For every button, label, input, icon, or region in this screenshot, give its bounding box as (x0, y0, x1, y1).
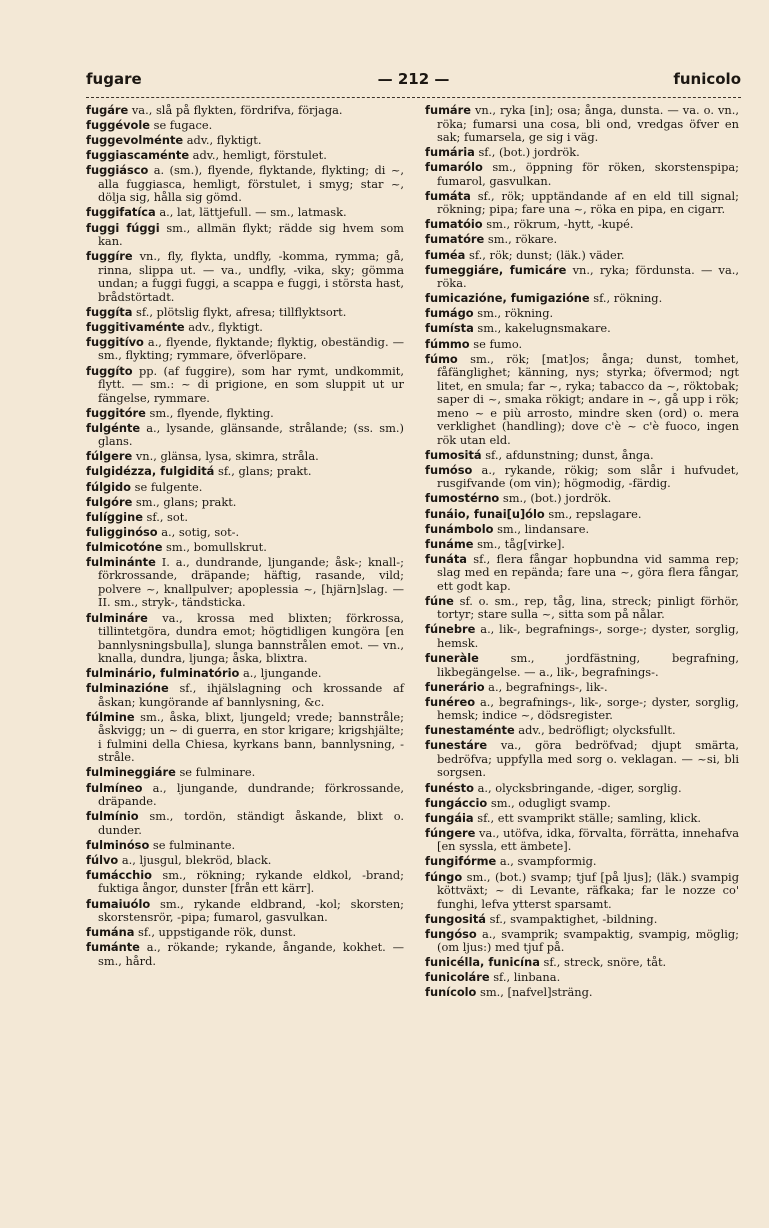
entry-definition: sf., rökning. (589, 291, 663, 306)
entry-definition: a., ljungande, dundrande; förkrossande, dräpande. (98, 780, 404, 809)
entry-definition: sm., (bot.) jordrök. (499, 491, 612, 506)
entry-definition: a., begrafnings-, lik-. (484, 679, 608, 694)
entry-definition: sf., (bot.) jordrök. (474, 145, 580, 160)
dictionary-entry (86, 164, 404, 205)
entry-headword: fuggiascaménte (86, 148, 190, 163)
entry-headword: fuggíre (86, 249, 133, 264)
dictionary-entry (425, 492, 739, 506)
entry-headword: fulminóso (86, 837, 150, 852)
entry-headword: fuggévole (86, 118, 150, 133)
entry-headword: fúmo (425, 351, 458, 366)
entry-headword: fulmináre (86, 610, 148, 625)
entry-headword: funéreo (425, 694, 476, 709)
dictionary-entry (86, 321, 404, 335)
entry-definition: sm., rykande eldbrand, -kol; skorsten; skorstensrör, -pipa; fumarol, gasvulkan. (98, 896, 404, 924)
dictionary-entry (86, 782, 404, 809)
dictionary-entry (86, 496, 404, 510)
dictionary-entry (425, 292, 739, 306)
entry-definition: a., ljungande. (239, 666, 322, 681)
entry-definition: a., lysande, glänsande, strålande; (ss. sm.) glans. (98, 420, 404, 449)
dictionary-entry (86, 926, 404, 940)
dictionary-entry (425, 161, 739, 188)
entry-headword: fumísta (425, 321, 474, 336)
entry-headword: fumaiuólo (86, 896, 151, 911)
dictionary-entry (86, 898, 404, 925)
entry-definition: se fulgente. (131, 479, 203, 494)
entry-headword: funicélla, funicína (425, 955, 540, 970)
entry-definition: pp. (af fuggire), som har rymt, undkommit, flytt. — sm.: ~ di prigione, en som sluppit ut ur fängelse, rymmare. (98, 363, 404, 405)
entry-definition: sm., odugligt svamp. (487, 795, 611, 810)
dictionary-entry (425, 956, 739, 970)
page-header (86, 70, 741, 94)
dictionary-entry (425, 782, 739, 796)
entry-definition: adv., flyktigt. (183, 133, 262, 148)
left-column (86, 104, 404, 970)
entry-definition: sf., rök; dunst; (läk.) väder. (465, 247, 625, 262)
entry-definition: va., krossa med blixten; förkrossa, tillintetgöra, dundra emot; högtidligen kungöra [en bannlysningsbulla], slunga bannstrålen emot. — vn., knalla, dundra, ljunga; åska, blixtra. (98, 610, 404, 666)
entry-definition: sf., rök; upptändande af en eld till signal; rökning; pipa; fare una ~, röka en pipa, en cigarr. (437, 188, 739, 217)
entry-headword: fuggifatíca (86, 205, 156, 220)
entry-definition: sm., kakelugnsmakare. (473, 321, 611, 336)
dictionary-entry (86, 854, 404, 868)
entry-definition: sf., afdunstning; dunst, ånga. (481, 447, 654, 462)
dictionary-entry (425, 523, 739, 537)
entry-headword: funestaménte (425, 723, 515, 738)
entry-definition: sm., (bot.) svamp; tjuf [på ljus]; (läk.) svampig köttväxt; ~ di Levante, räfkaka; far le nozze co' funghi, lefva ytterst sparsamt. (437, 869, 739, 911)
entry-headword: fumostérno (425, 491, 500, 506)
dictionary-entry (425, 797, 739, 811)
entry-definition: sf., plötslig flykt, afresa; tillflyktsort. (132, 304, 347, 319)
entry-headword: fulgidézza, fulgiditá (86, 464, 215, 479)
dictionary-entry (425, 595, 739, 622)
entry-definition: a., svamprik; svampaktig, svampig, möglig; (om ljus:) med tjuf på. (437, 926, 739, 955)
entry-definition: sf., ett svamprikt ställe; samling, klick. (473, 810, 701, 825)
dictionary-entry (425, 353, 739, 448)
dictionary-entry (425, 538, 739, 552)
entry-headword: fulmicotóne (86, 539, 163, 554)
entry-definition: sm., rökrum, -hytt, -kupé. (482, 217, 634, 232)
entry-definition: sm., repslagare. (544, 506, 642, 521)
dictionary-entry (86, 810, 404, 837)
dictionary-entry (86, 612, 404, 666)
entry-definition: sm., lindansare. (493, 521, 590, 536)
entry-definition: sm., åska, blixt, ljungeld; vrede; bannstråle; åskvigg; un ~ di guerra, en stor krigare; krigshjälte; i fulmini della Chiesa, kyrkans bann, bannlysning, -stråle. (98, 709, 404, 765)
entry-headword: fumicazióne, fumigazióne (425, 291, 590, 306)
dictionary-entry (425, 913, 739, 927)
entry-headword: fuggitóre (86, 405, 146, 420)
dictionary-entry (425, 827, 739, 854)
entry-headword: funáme (425, 536, 474, 551)
entry-definition: a. (sm.), flyende, flyktande, flykting; di ~, alla fuggiasca, hemligt, förstulet, i smyg; star ~, dölja sig, hålla sig gömd. (98, 163, 404, 205)
entry-headword: fúlgere (86, 449, 133, 464)
entry-definition: sm., flyende, flykting. (145, 405, 274, 420)
entry-headword: fulgóre (86, 494, 133, 509)
dictionary-entry (86, 869, 404, 896)
entry-definition: sm., rökare. (484, 232, 558, 247)
dictionary-entry (425, 681, 739, 695)
dictionary-entry (425, 623, 739, 650)
entry-definition: vn., fly, flykta, undfly, -komma, rymma; gå, rinna, slippa ut. — va., undfly, -vika, sky; gömma undan; a fuggi fuggi, a scappa e fuggi, i största hast, brådstörtadt. (98, 249, 404, 304)
entry-headword: funestáre (425, 738, 488, 753)
entry-definition: adv., bedröfligt; olycksfullt. (514, 723, 676, 738)
entry-definition: I. a., dundrande, ljungande; åsk-; knall-; förkrossande, dräpande; häftig, rasande, vild; polvere ~, knallpulver; apoplessia ~, [hjärn]slag. — II. sm., stryk-, tändsticka. (98, 554, 404, 610)
entry-definition: sf., ihjälslagning och krossande af åskan; kungörande af bannlysning, &c. (98, 681, 404, 709)
entry-headword: fulminazióne (86, 681, 169, 696)
entry-headword: fumáta (425, 188, 471, 203)
entry-headword: fúngo (425, 869, 463, 884)
entry-headword: fungóso (425, 926, 477, 941)
entry-headword: fuggi fúggi (86, 220, 160, 235)
entry-headword: fumatóio (425, 217, 483, 232)
entry-headword: fulminário, fulminatório (86, 666, 240, 681)
entry-headword: funícolo (425, 985, 477, 1000)
entry-definition: sf., linbana. (489, 970, 561, 985)
entry-definition: sm., rökning. (473, 306, 554, 321)
entry-definition: va., slå på flykten, fördrifva, förjaga. (128, 103, 343, 117)
dictionary-entry (425, 464, 739, 491)
dictionary-entry (86, 422, 404, 449)
entry-definition: vn., ryka; fördunsta. — va., röka. (437, 262, 740, 291)
entry-definition: a., ljusgul, blekröd, black. (118, 852, 272, 867)
entry-headword: fuggíto (86, 363, 133, 378)
dictionary-entry (425, 652, 739, 679)
entry-headword: fumatóre (425, 232, 485, 247)
dictionary-entry (86, 365, 404, 406)
entry-definition: se fulminare. (175, 765, 256, 780)
entry-definition: sf., flera fångar hopbundna vid samma rep; slag med en repända; fare una ~, göra flera fångar, ett godt kap. (437, 551, 739, 593)
entry-definition: sm., tåg[virke]. (473, 536, 565, 551)
entry-definition: se fulminante. (149, 837, 236, 852)
right-column (425, 104, 739, 1002)
entry-definition: a., rykande, rökig; som slår i hufvudet, rusgifvande (om vin); högmodig, -färdig. (437, 462, 739, 491)
dictionary-entry (86, 407, 404, 421)
entry-headword: fulgénte (86, 420, 141, 435)
dictionary-entry (425, 812, 739, 826)
entry-definition: sm., glans; prakt. (132, 494, 237, 509)
entry-headword: fumarólo (425, 160, 483, 175)
entry-headword: fumeggiáre, fumicáre (425, 262, 567, 277)
entry-definition: a., olycksbringande, -diger, sorglig. (473, 780, 682, 795)
dictionary-entry (425, 190, 739, 217)
dictionary-entry (86, 526, 404, 540)
dictionary-entry (86, 134, 404, 148)
entry-headword: fúlgido (86, 479, 132, 494)
dictionary-entry (86, 839, 404, 853)
entry-headword: fúlmine (86, 709, 135, 724)
dictionary-entry (86, 250, 404, 304)
entry-headword: fulmínio (86, 809, 139, 824)
dictionary-entry (425, 104, 739, 145)
entry-headword: fuggiásco (86, 163, 149, 178)
entry-definition: va., göra bedröfvad; djupt smärta, bedröfva; uppfylla med sorg o. veklagan. — ~si, bli sorgsen. (437, 738, 739, 780)
entry-headword: fumánte (86, 940, 140, 955)
entry-definition: a., flyende, flyktande; flyktig, obeständig. — sm., flykting; rymmare, öfverlöpare. (98, 334, 404, 363)
dictionary-entry (86, 556, 404, 610)
dictionary-entry (86, 336, 404, 363)
dictionary-entry (425, 449, 739, 463)
entry-definition: sf., sot. (142, 509, 188, 524)
dictionary-entry (86, 541, 404, 555)
entry-definition: sf. o. sm., rep, tåg, lina, streck; pinligt förhör, tortyr; stare sulla ~, sitta som på nålar. (437, 593, 739, 622)
entry-headword: fulmineggiáre (86, 765, 176, 780)
dictionary-entry (425, 928, 739, 955)
entry-headword: fúne (425, 593, 454, 608)
entry-headword: funerário (425, 679, 485, 694)
dictionary-entry (425, 307, 739, 321)
dictionary-entry (425, 218, 739, 232)
entry-definition: vn., glänsa, lysa, skimra, stråla. (132, 449, 319, 464)
entry-definition: sm., rök; [mat]os; ånga; dunst, tomhet, fåfänglighet; känning, nys; styrka; öfvermod; ngt litet, en smula; far ~, ryka; tabacco da ~, röktobak; saper di ~, smaka rökigt; andare in ~, gå upp i rök; meno ~ e più arrosto, mindre sken (ord) o. mera verklighet (handling); dove c'è ~ c'è fuoco, ingen rök utan eld. (437, 351, 739, 447)
dictionary-entry (425, 233, 739, 247)
entry-headword: fuggitívo (86, 334, 144, 349)
entry-headword: fumositá (425, 447, 482, 462)
dictionary-entry (425, 322, 739, 336)
dictionary-entry (86, 104, 404, 118)
entry-definition: a., sotig, sot-. (157, 524, 240, 539)
entry-definition: sf., streck, snöre, tåt. (539, 955, 667, 970)
entry-definition: sf., glans; prakt. (214, 464, 312, 479)
entry-definition: se fugace. (149, 118, 213, 133)
dictionary-entry (425, 264, 739, 291)
entry-headword: fumácchio (86, 867, 152, 882)
entry-definition: adv., flyktigt. (184, 319, 263, 334)
entry-definition: sm., bomullskrut. (162, 539, 267, 554)
dictionary-entry (86, 465, 404, 479)
entry-definition: sf., uppstigande rök, dunst. (134, 925, 297, 940)
entry-headword: funáio, funai[u]ólo (425, 506, 545, 521)
dictionary-entry (86, 119, 404, 133)
dictionary-entry (86, 149, 404, 163)
entry-definition: sm., öppning för röken, skorstenspipa; fumarol, gasvulkan. (437, 160, 739, 188)
entry-headword: fungáia (425, 810, 474, 825)
entry-headword: funeràle (425, 651, 479, 666)
dictionary-entry (86, 941, 404, 968)
entry-definition: a., begrafnings-, lik-, sorge-; dyster, sorglig, hemsk; indice ~, dödsregister. (437, 694, 739, 723)
dictionary-entry (86, 682, 404, 709)
dictionary-entry (86, 511, 404, 525)
entry-definition: vn., ryka [in]; osa; ånga, dunsta. — va. o. vn., röka; fumarsi una cosa, bli ond, vredgas öfver en sak; fumarsela, ge sig i väg. (437, 103, 739, 144)
dictionary-entry (86, 306, 404, 320)
dictionary-entry (425, 553, 739, 594)
entry-headword: funámbolo (425, 521, 494, 536)
entry-headword: fúnebre (425, 622, 476, 637)
entry-headword: fuggíta (86, 304, 133, 319)
entry-definition: sm., [nafvel]sträng. (476, 985, 593, 1000)
entry-headword: fumána (86, 925, 135, 940)
entry-headword: fungáccio (425, 795, 488, 810)
dictionary-entry (86, 711, 404, 765)
dictionary-entry (425, 871, 739, 912)
entry-definition: sm., jordfästning, begrafning, likbegängelse. — a., lik-, begrafnings-. (437, 651, 739, 679)
entry-definition: a., lat, lättjefull. — sm., latmask. (155, 205, 347, 220)
entry-definition: sm., tordön, ständigt åskande, blixt o. dunder. (98, 809, 404, 837)
dictionary-entry (425, 508, 739, 522)
entry-headword: funésto (425, 780, 474, 795)
entry-headword: fumágo (425, 306, 474, 321)
entry-headword: fulminánte (86, 554, 156, 569)
entry-definition: a., lik-, begrafnings-, sorge-; dyster, sorglig, hemsk. (437, 622, 739, 650)
dictionary-entry (425, 855, 739, 869)
entry-headword: fungifórme (425, 854, 497, 869)
entry-definition: va., utöfva, idka, förvalta, förrätta, innehafva [en syssla, ett ämbete]. (437, 825, 740, 854)
dictionary-entry (425, 971, 739, 985)
dictionary-entry (425, 986, 739, 1000)
entry-headword: fuméa (425, 247, 466, 262)
header-last-word: funicolo (673, 70, 741, 88)
dictionary-entry (86, 667, 404, 681)
page-number: — 212 — (377, 70, 450, 88)
header-first-word: fugare (86, 70, 142, 88)
entry-definition: a., svampformig. (496, 854, 597, 869)
entry-headword: fumária (425, 145, 475, 160)
entry-headword: fuggitivaménte (86, 319, 185, 334)
dictionary-entry (86, 222, 404, 249)
entry-definition: sf., svampaktighet, -bildning. (485, 911, 658, 926)
entry-headword: fungositá (425, 911, 486, 926)
entry-headword: fugáre (86, 103, 129, 117)
entry-headword: fúlvo (86, 852, 119, 867)
entry-headword: fulmíneo (86, 780, 143, 795)
entry-headword: fulíggine (86, 509, 143, 524)
entry-headword: funicoláre (425, 970, 490, 985)
dictionary-entry (425, 146, 739, 160)
entry-definition: a., rökande; rykande, ångande, kokhet. — sm., hård. (98, 940, 404, 968)
entry-definition: se fumo. (469, 336, 523, 351)
dictionary-entry (425, 724, 739, 738)
dictionary-entry (86, 766, 404, 780)
entry-headword: fúngere (425, 825, 476, 840)
dictionary-entry (425, 249, 739, 263)
dictionary-entry (425, 696, 739, 723)
dictionary-entry (425, 338, 739, 352)
entry-headword: funáta (425, 551, 467, 566)
entry-headword: fúmmo (425, 336, 470, 351)
entry-headword: fuligginóso (86, 524, 158, 539)
dictionary-entry (86, 206, 404, 220)
dictionary-entry (86, 481, 404, 495)
entry-definition: sm., rökning; rykande eldkol, -brand; fuktiga ångor, dunster [från ett kärr]. (98, 867, 404, 896)
dictionary-entry (86, 450, 404, 464)
entry-headword: fumóso (425, 462, 473, 477)
entry-definition: adv., hemligt, förstulet. (189, 148, 327, 163)
dictionary-entry (425, 739, 739, 780)
header-rule (86, 97, 741, 98)
entry-headword: fumáre (425, 103, 471, 117)
entry-headword: fuggevolménte (86, 133, 184, 148)
entry-definition: sm., allmän flykt; rädde sig hvem som kan. (98, 220, 404, 249)
